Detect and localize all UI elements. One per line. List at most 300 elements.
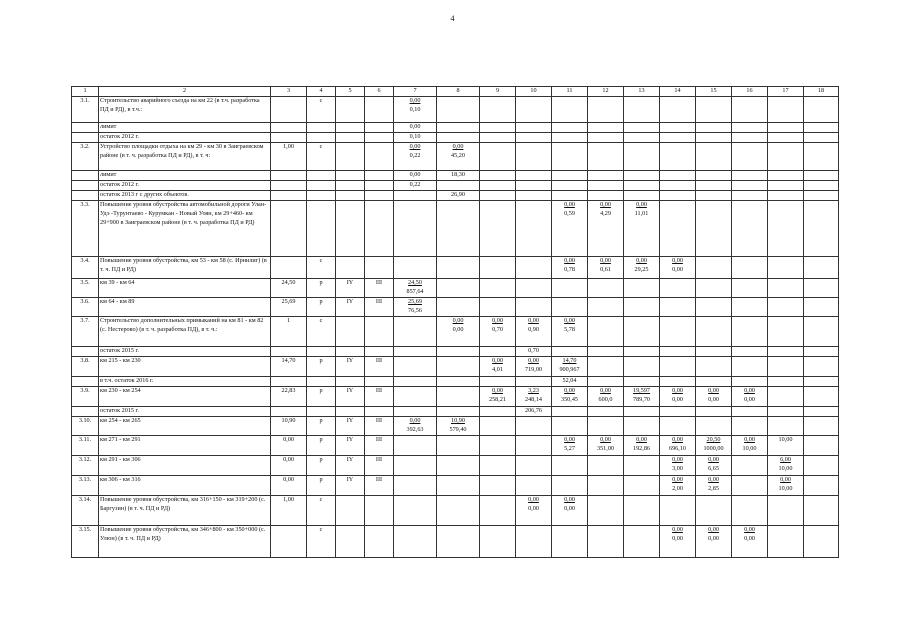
cell-upper-value: 0,00 xyxy=(409,142,421,150)
table-cell xyxy=(732,455,768,475)
cell-upper-value: 0,00 xyxy=(780,475,791,483)
table-row xyxy=(72,256,839,278)
table-cell xyxy=(307,190,336,200)
cell-lower-value: 579,40 xyxy=(449,425,467,433)
table-cell xyxy=(336,495,365,525)
table-cell xyxy=(732,190,768,200)
table-cell xyxy=(437,495,480,525)
row-number: 3.15. xyxy=(72,525,99,557)
table-cell xyxy=(394,297,437,316)
row-description: остаток 2012 г. xyxy=(99,132,271,142)
table-cell xyxy=(480,525,516,557)
table-cell xyxy=(768,122,804,132)
cell-lower-value: 258,21 xyxy=(488,395,506,403)
cell-upper-value: 0,00 xyxy=(672,475,683,483)
table-cell xyxy=(804,356,839,376)
table-cell xyxy=(437,180,480,190)
row-number: 3.13. xyxy=(72,475,99,495)
table-cell xyxy=(624,256,660,278)
cell-lower-value: 2,85 xyxy=(708,484,719,492)
cell-lower-value: 900,967 xyxy=(559,365,580,373)
cell-upper-value: 0,00 xyxy=(564,200,575,208)
row-number: 3.6. xyxy=(72,297,99,316)
table-cell xyxy=(732,406,768,416)
row-description: км 291 - км 306 xyxy=(99,455,271,475)
table-row xyxy=(72,525,839,557)
table-cell xyxy=(336,180,365,190)
row-description: остаток 2015 г. xyxy=(99,346,271,356)
table-cell xyxy=(516,278,552,297)
table-cell xyxy=(480,122,516,132)
table-cell xyxy=(696,122,732,132)
cell-upper-value: 0,00 xyxy=(672,455,683,463)
table-cell xyxy=(516,386,552,406)
table-cell xyxy=(552,170,588,180)
table-cell xyxy=(660,96,696,122)
table-cell xyxy=(768,180,804,190)
table-cell xyxy=(732,278,768,297)
table-cell xyxy=(307,376,336,386)
row-description: Повышение уровня обустройства, км 53 - км 58 (с. Ирнилиг) (в т. ч. ПД и РД) xyxy=(99,256,271,278)
cell-upper-value: 0,00 xyxy=(564,495,575,503)
table-cell xyxy=(696,386,732,406)
table-cell xyxy=(660,356,696,376)
table-cell xyxy=(480,278,516,297)
table-cell xyxy=(365,406,394,416)
column-number: 2 xyxy=(99,87,271,97)
table-cell xyxy=(768,278,804,297)
table-cell xyxy=(804,455,839,475)
cell-upper-value: 24,50 xyxy=(408,278,422,286)
table-cell xyxy=(480,495,516,525)
table-cell xyxy=(365,122,394,132)
table-cell xyxy=(394,200,437,256)
table-cell: с xyxy=(307,525,336,557)
table-cell xyxy=(588,122,624,132)
cell-upper-value: 0,00 xyxy=(600,386,611,394)
row-number: 3.4. xyxy=(72,256,99,278)
cell-lower-value: 10,00 xyxy=(742,444,757,452)
table-cell xyxy=(516,297,552,316)
table-cell xyxy=(516,435,552,455)
cell-lower-value: 789,70 xyxy=(632,395,650,403)
cell-upper-value: 6,00 xyxy=(780,455,791,463)
table-cell: 0,00 xyxy=(394,170,437,180)
cell-lower-value: 0,22 xyxy=(409,151,421,159)
table-cell xyxy=(660,525,696,557)
column-number: 9 xyxy=(480,87,516,97)
table-cell xyxy=(588,200,624,256)
table-cell: р xyxy=(307,455,336,475)
table-cell xyxy=(660,346,696,356)
table-row xyxy=(72,475,839,495)
table-row xyxy=(72,122,839,132)
table-cell xyxy=(437,132,480,142)
table-cell xyxy=(732,435,768,455)
cell-lower-value: 10,00 xyxy=(778,464,793,472)
table-cell: 24,50 xyxy=(271,278,307,297)
column-number: 16 xyxy=(732,87,768,97)
table-cell xyxy=(307,346,336,356)
table-cell xyxy=(804,406,839,416)
table-cell xyxy=(365,142,394,170)
table-cell xyxy=(588,142,624,170)
table-cell xyxy=(696,278,732,297)
cell-lower-value: 350,45 xyxy=(560,395,578,403)
table-cell xyxy=(516,170,552,180)
table-cell xyxy=(732,416,768,435)
table-cell xyxy=(552,180,588,190)
table-cell: р xyxy=(307,297,336,316)
table-cell xyxy=(660,376,696,386)
table-cell xyxy=(624,180,660,190)
table-cell xyxy=(516,356,552,376)
table-cell xyxy=(271,525,307,557)
table-cell xyxy=(588,190,624,200)
table-cell xyxy=(660,406,696,416)
table-cell xyxy=(588,455,624,475)
table-cell xyxy=(336,122,365,132)
cell-lower-value: 45,20 xyxy=(451,151,465,159)
table-cell xyxy=(336,346,365,356)
cell-lower-value: 1000,00 xyxy=(703,444,724,452)
table-cell: IY xyxy=(336,356,365,376)
row-description: Повышение уровня обустройства, км 316+150 - км 319+200 (с. Баргузин) (в т. ч. ПД и РД) xyxy=(99,495,271,525)
table-row xyxy=(72,455,839,475)
table-cell xyxy=(588,316,624,346)
table-cell: 0,22 xyxy=(394,180,437,190)
row-number: 3.11. xyxy=(72,435,99,455)
table-cell: III xyxy=(365,435,394,455)
table-cell: 1 xyxy=(271,316,307,346)
table-cell xyxy=(365,132,394,142)
table-cell xyxy=(437,376,480,386)
cell-lower-value: 0,00 xyxy=(744,534,755,542)
row-description: км 215 - км 230 xyxy=(99,356,271,376)
table-cell xyxy=(365,190,394,200)
table-cell xyxy=(696,132,732,142)
table-cell xyxy=(394,406,437,416)
table-row xyxy=(72,132,839,142)
table-cell xyxy=(437,200,480,256)
table-cell xyxy=(732,346,768,356)
table-cell xyxy=(660,416,696,435)
table-cell xyxy=(336,142,365,170)
table-row xyxy=(72,386,839,406)
row-description: остаток 2015 г. xyxy=(99,406,271,416)
cell-lower-value: 0,00 xyxy=(564,504,575,512)
column-number: 18 xyxy=(804,87,839,97)
table-cell xyxy=(336,316,365,346)
column-number: 5 xyxy=(336,87,365,97)
cell-lower-value: 4,29 xyxy=(600,209,611,217)
table-cell xyxy=(696,455,732,475)
table-cell xyxy=(552,190,588,200)
table-cell xyxy=(588,416,624,435)
table-cell xyxy=(437,142,480,170)
table-cell xyxy=(552,346,588,356)
table-cell xyxy=(365,346,394,356)
table-cell xyxy=(696,170,732,180)
table-cell: 25,69 xyxy=(271,297,307,316)
table-cell xyxy=(480,416,516,435)
table-cell xyxy=(307,406,336,416)
table-cell xyxy=(588,495,624,525)
cell-lower-value: 0,59 xyxy=(564,209,575,217)
row-number: 3.7. xyxy=(72,316,99,346)
cell-upper-value: 0,00 xyxy=(708,475,719,483)
table-cell xyxy=(696,525,732,557)
cell-lower-value: 10,00 xyxy=(778,484,793,492)
table-cell xyxy=(804,190,839,200)
table-cell xyxy=(732,356,768,376)
table-row xyxy=(72,406,839,416)
table-cell xyxy=(804,346,839,356)
cell-lower-value: 0,90 xyxy=(528,325,539,333)
cell-upper-value: 0,00 xyxy=(564,316,575,324)
table-cell xyxy=(624,495,660,525)
table-cell: IY xyxy=(336,435,365,455)
table-cell xyxy=(660,435,696,455)
column-number: 10 xyxy=(516,87,552,97)
row-description: км 230 - км 254 xyxy=(99,386,271,406)
cell-upper-value: 0,00 xyxy=(672,435,683,443)
row-description: Повышение уровня обустройства автомобильной дороги Улан-Удэ -Турунтаево - Курумкан - Новый Уоян, км 29+460- км 29+900 в Заиграевском районе (в т. ч. разработка ПД и РД) xyxy=(99,200,271,256)
column-number: 1 xyxy=(72,87,99,97)
table-cell xyxy=(336,190,365,200)
table-cell xyxy=(660,297,696,316)
row-number xyxy=(72,406,99,416)
cell-lower-value: 29,25 xyxy=(634,265,649,273)
row-number: 3.1. xyxy=(72,96,99,122)
table-cell xyxy=(732,256,768,278)
table-cell: III xyxy=(365,278,394,297)
table-cell xyxy=(804,122,839,132)
cell-upper-value: 0,00 xyxy=(672,525,683,533)
table-cell xyxy=(480,346,516,356)
table-row xyxy=(72,190,839,200)
cell-upper-value: 0,00 xyxy=(492,316,503,324)
table-cell xyxy=(552,525,588,557)
column-number: 4 xyxy=(307,87,336,97)
table-cell xyxy=(480,190,516,200)
table-cell xyxy=(552,356,588,376)
table-cell xyxy=(336,256,365,278)
row-description: Строительство дополнительных примыканий на км 81 - км 82 (с. Нестерово) (в т. ч. разработка ПД), в т. ч.: xyxy=(99,316,271,346)
table-cell xyxy=(480,96,516,122)
table-cell: 26,90 xyxy=(437,190,480,200)
row-description: остаток 2012 г. xyxy=(99,180,271,190)
table-cell xyxy=(480,180,516,190)
table-cell xyxy=(516,96,552,122)
cell-lower-value: 351,00 xyxy=(596,444,614,452)
table-cell xyxy=(624,96,660,122)
table-cell xyxy=(437,406,480,416)
row-number xyxy=(72,180,99,190)
table-cell xyxy=(365,376,394,386)
column-number: 8 xyxy=(437,87,480,97)
row-number: 3.10. xyxy=(72,416,99,435)
cell-lower-value: 0,00 xyxy=(672,395,683,403)
table-cell xyxy=(365,495,394,525)
table-cell xyxy=(480,475,516,495)
cell-upper-value: 10,90 xyxy=(451,416,465,424)
table-cell xyxy=(732,170,768,180)
table-cell xyxy=(336,170,365,180)
table-cell xyxy=(768,297,804,316)
table-cell xyxy=(437,96,480,122)
table-cell xyxy=(588,525,624,557)
table-cell xyxy=(588,356,624,376)
table-cell xyxy=(516,316,552,346)
table-cell: IY xyxy=(336,475,365,495)
table-cell xyxy=(804,416,839,435)
cell-upper-value: 0,00 xyxy=(452,316,464,324)
table-cell xyxy=(624,316,660,346)
table-cell xyxy=(660,455,696,475)
row-description: км 39 - км 64 xyxy=(99,278,271,297)
table-cell xyxy=(394,475,437,495)
table-cell xyxy=(660,200,696,256)
cell-lower-value: 11,01 xyxy=(634,209,649,217)
table-cell xyxy=(516,256,552,278)
table-cell xyxy=(660,475,696,495)
table-cell xyxy=(624,386,660,406)
table-cell xyxy=(804,132,839,142)
table-cell xyxy=(696,346,732,356)
table-cell xyxy=(624,200,660,256)
table-cell xyxy=(768,356,804,376)
table-cell xyxy=(804,142,839,170)
table-cell xyxy=(307,132,336,142)
table-cell xyxy=(804,316,839,346)
table-cell xyxy=(552,455,588,475)
table-cell xyxy=(696,256,732,278)
table-cell xyxy=(552,386,588,406)
table-cell xyxy=(552,495,588,525)
table-cell: IY xyxy=(336,386,365,406)
column-number: 7 xyxy=(394,87,437,97)
table-cell xyxy=(768,416,804,435)
table-cell xyxy=(394,256,437,278)
table-cell xyxy=(696,96,732,122)
table-cell xyxy=(480,435,516,455)
table-cell: III xyxy=(365,356,394,376)
table-cell xyxy=(552,278,588,297)
table-cell: 0,10 xyxy=(394,132,437,142)
cell-lower-value: 3,00 xyxy=(672,464,683,472)
column-number: 6 xyxy=(365,87,394,97)
cell-lower-value: 0,61 xyxy=(600,265,611,273)
row-description: в т.ч. остаток 2016 г. xyxy=(99,376,271,386)
row-description: км 271 - км 291 xyxy=(99,435,271,455)
table-cell: IY xyxy=(336,278,365,297)
row-description: км 64 - км 89 xyxy=(99,297,271,316)
table-cell xyxy=(696,180,732,190)
table-cell xyxy=(336,376,365,386)
table-cell xyxy=(732,297,768,316)
table-cell xyxy=(437,122,480,132)
cell-upper-value: 0,00 xyxy=(564,256,575,264)
table-cell xyxy=(394,356,437,376)
table-cell xyxy=(394,376,437,386)
table-cell xyxy=(552,256,588,278)
cell-upper-value: 0,00 xyxy=(528,356,539,364)
table-cell xyxy=(365,180,394,190)
table-cell xyxy=(768,406,804,416)
row-number: 3.5. xyxy=(72,278,99,297)
table-cell xyxy=(437,435,480,455)
table-cell xyxy=(732,525,768,557)
cell-lower-value: 0,00 xyxy=(672,534,683,542)
table-row xyxy=(72,316,839,346)
table-cell xyxy=(732,200,768,256)
cell-upper-value: 0,00 xyxy=(636,256,647,264)
table-cell: 22,83 xyxy=(271,386,307,406)
table-cell xyxy=(804,180,839,190)
table-cell xyxy=(552,132,588,142)
table-cell xyxy=(552,200,588,256)
table-cell xyxy=(588,96,624,122)
table-cell xyxy=(768,190,804,200)
table-cell xyxy=(271,132,307,142)
table-cell: III xyxy=(365,386,394,406)
cell-upper-value: 0,00 xyxy=(708,455,719,463)
table-cell xyxy=(516,416,552,435)
table-cell xyxy=(480,256,516,278)
table-cell xyxy=(696,406,732,416)
row-number: 3.9. xyxy=(72,386,99,406)
table-cell xyxy=(768,435,804,455)
table-cell xyxy=(480,455,516,475)
cell-upper-value: 0,00 xyxy=(636,435,647,443)
table-cell xyxy=(624,278,660,297)
cell-lower-value: 696,10 xyxy=(668,444,686,452)
table-cell xyxy=(624,346,660,356)
table-cell xyxy=(480,406,516,416)
table-cell xyxy=(271,406,307,416)
table-cell xyxy=(588,475,624,495)
row-number xyxy=(72,190,99,200)
table-cell xyxy=(588,346,624,356)
table-cell xyxy=(660,495,696,525)
cell-lower-value: 4,01 xyxy=(492,365,503,373)
table-cell xyxy=(516,200,552,256)
row-number: 3.2. xyxy=(72,142,99,170)
table-cell xyxy=(588,406,624,416)
cell-lower-value: 5,78 xyxy=(564,325,575,333)
table-cell xyxy=(588,297,624,316)
table-cell xyxy=(365,256,394,278)
table-cell xyxy=(768,132,804,142)
table-cell xyxy=(588,170,624,180)
table-cell xyxy=(696,376,732,386)
cell-upper-value: 0,00 xyxy=(492,356,503,364)
table-cell xyxy=(516,180,552,190)
table-cell xyxy=(437,346,480,356)
table-cell xyxy=(624,142,660,170)
table-cell: 10,90 xyxy=(271,416,307,435)
cell-upper-value: 0,00 xyxy=(528,495,539,503)
table-cell xyxy=(271,190,307,200)
table-cell xyxy=(588,386,624,406)
table-cell xyxy=(768,346,804,356)
table-cell xyxy=(588,132,624,142)
cell-lower-value: 0,00 xyxy=(708,534,719,542)
table-cell xyxy=(394,525,437,557)
table-cell: III xyxy=(365,297,394,316)
table-row xyxy=(72,435,839,455)
